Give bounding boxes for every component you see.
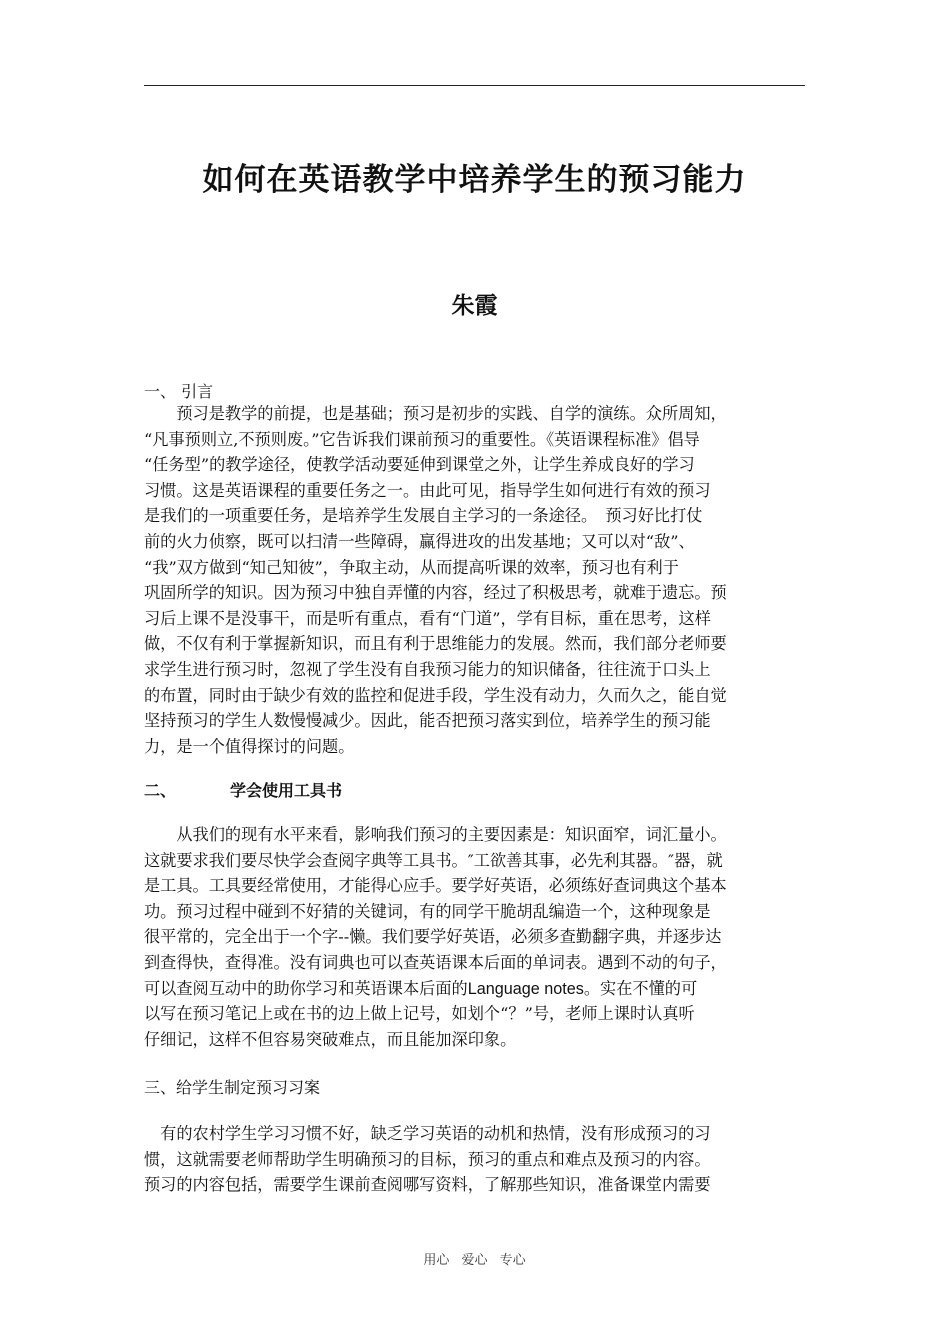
section-body-plan [144, 1121, 807, 1198]
section-title: 引言 [181, 382, 214, 401]
paragraph-line: 仔细记，这样不但容易突破难点，而且能加深印象。 [144, 1029, 517, 1049]
paragraph-line [144, 976, 807, 1002]
paragraph-line: 有的农村学生学习习惯不好，缺乏学习英语的动机和热情，没有形成预习的习 [144, 1124, 711, 1143]
section-body-intro [144, 401, 807, 759]
section-heading-intro [144, 379, 213, 402]
paragraph-line: 巩固所学的知识。因为预习中独自弄懂的内容，经过了积极思考，就难于遗忘。预 [144, 583, 727, 603]
section-number: 一、 [144, 382, 177, 401]
page-footer: 用心 爱心 专心 [423, 1253, 526, 1268]
paragraph-line: 到查得快，查得准。没有词典也可以查英语课本后面的单词表。遇到不动的句子， [144, 952, 727, 972]
section-title: 学会使用工具书 [230, 781, 343, 800]
paragraph-line: 功。预习过程中碰到不好猜的关键词，有的同学干脆胡乱编造一个，这种现象是 [144, 901, 711, 921]
paragraph-line: 预习的内容包括，需要学生课前查阅哪写资料，了解那些知识，准备课堂内需要 [144, 1175, 711, 1195]
section-heading-tools [144, 778, 342, 801]
paragraph-line: 预习是教学的前提，也是基础；预习是初步的实践、自学的演练。众所周知， [144, 404, 727, 423]
section-heading-plan [144, 1075, 320, 1098]
paragraph-line: 是工具。工具要经常使用，才能得心应手。要学好英语，必须练好查词典这个基本 [144, 876, 727, 896]
section-body-tools [144, 822, 807, 1052]
section-number: 三、 [144, 1078, 177, 1097]
paragraph-line: 是我们的一项重要任务，是培养学生发展自主学习的一条途径。 预习好比打仗 [144, 506, 703, 526]
header-rule [144, 85, 805, 86]
paragraph-line: 力，是一个值得探讨的问题。 [144, 736, 355, 756]
document-title: 如何在英语教学中培养学生的预习能力 [202, 162, 747, 198]
paragraph-line: 做，不仅有利于掌握新知识，而且有利于思维能力的发展。然而，我们部分老师要 [144, 634, 727, 654]
line-text: 可以查阅互动中的助你学习和英语课本后面的 [144, 978, 468, 998]
latin-term: Language notes [467, 979, 584, 998]
paragraph-line: 坚持预习的学生人数慢慢减少。因此，能否把预习落实到位，培养学生的预习能 [144, 711, 711, 731]
section-number: 二、 [144, 781, 177, 800]
paragraph-line: 这就要求我们要尽快学会查阅字典等工具书。″工欲善其事，必先利其器。″器，就 [144, 850, 723, 870]
paragraph-line: 从我们的现有水平来看，影响我们预习的主要因素是：知识面窄，词汇量小。 [144, 825, 727, 844]
author-name: 朱霞 [451, 293, 498, 319]
paragraph-line: “我”双方做到“知己知彼”，争取主动，从而提高听课的效率，预习也有利于 [144, 557, 679, 577]
paragraph-line: 很平常的，完全出于一个字--懒。我们要学好英语，必须多查勤翻字典，并逐步达 [144, 927, 722, 947]
paragraph-line: 习惯。这是英语课程的重要任务之一。由此可见，指导学生如何进行有效的预习 [144, 480, 711, 500]
section-title: 给学生制定预习习案 [176, 1078, 321, 1097]
paragraph-line: 习后上课不是没事干，而是听有重点，看有“门道”，学有目标，重在思考，这样 [144, 608, 711, 628]
paragraph-line: 惯，这就需要老师帮助学生明确预习的目标，预习的重点和难点及预习的内容。 [144, 1149, 711, 1169]
paragraph-line: “凡事预则立,不预则废。”它告诉我们课前预习的重要性。《英语课程标准》倡导 [144, 429, 700, 449]
paragraph-line: 以写在预习笔记上或在书的边上做上记号，如划个“？”号，老师上课时认真听 [144, 1004, 695, 1024]
paragraph-line: 前的火力侦察，既可以扫清一些障碍，赢得进攻的出发基地；又可以对“敌”、 [144, 531, 695, 551]
paragraph-line: 的布置，同时由于缺少有效的监控和促进手段，学生没有动力，久而久之，能自觉 [144, 685, 727, 705]
paragraph-line: “任务型”的教学途径，使教学活动要延伸到课堂之外，让学生养成良好的学习 [144, 455, 695, 475]
paragraph-line: 求学生进行预习时，忽视了学生没有自我预习能力的知识储备，往往流于口头上 [144, 659, 711, 679]
line-text: 。实在不懂的可 [583, 978, 698, 998]
